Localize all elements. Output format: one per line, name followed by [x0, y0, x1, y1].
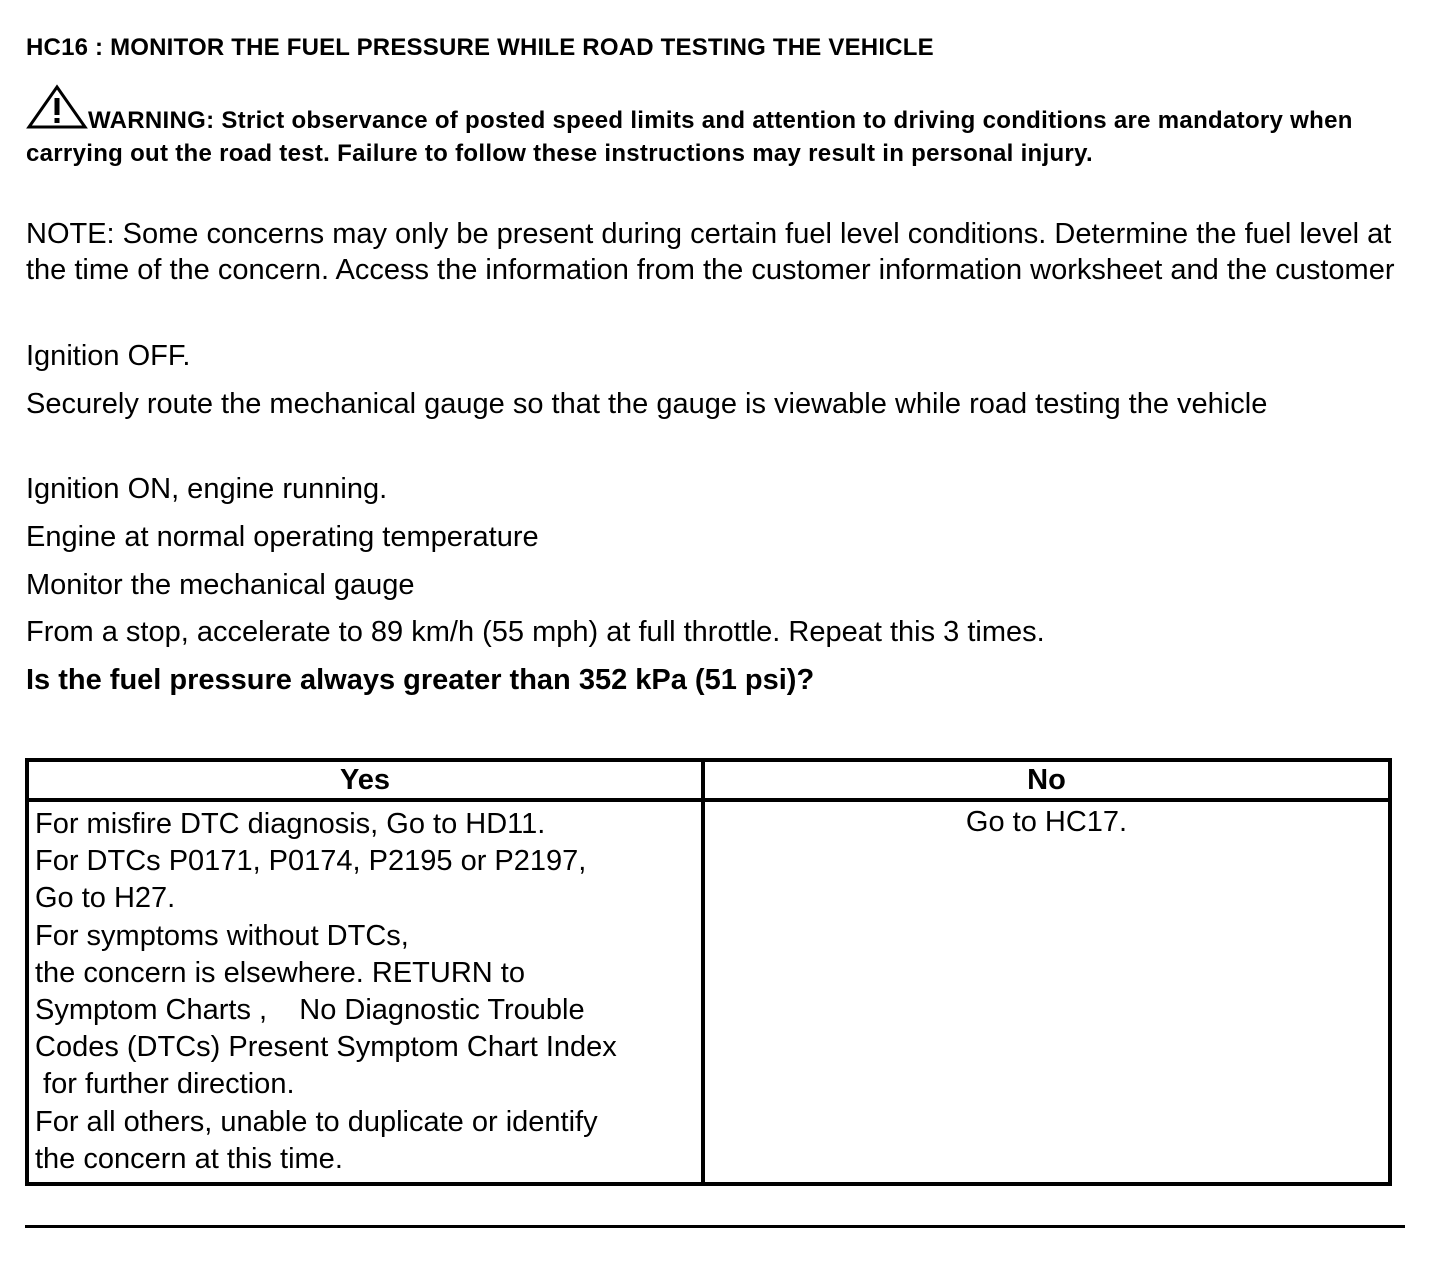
- no-cell: Go to HC17.: [703, 800, 1390, 1184]
- note-text: NOTE: Some concerns may only be present during certain fuel level conditions. Determine the fuel level at the time of the concern. Access the information from the customer information worksheet and the customer: [26, 218, 1395, 286]
- result-table: [25, 758, 1392, 1186]
- warning-triangle-icon: [26, 84, 88, 130]
- no-header: No: [703, 760, 1390, 800]
- yes-line: Symptom Charts , No Diagnostic Trouble: [35, 994, 585, 1027]
- yes-line: Go to H27.: [35, 882, 176, 915]
- yes-line: Codes (DTCs) Present Symptom Chart Index: [35, 1031, 617, 1064]
- page-title: HC16 : MONITOR THE FUEL PRESSURE WHILE ROAD TESTING THE VEHICLE: [26, 34, 934, 61]
- step-accelerate: From a stop, accelerate to 89 km/h (55 mph) at full throttle. Repeat this 3 times.: [26, 616, 1045, 648]
- warning-text: WARNING: Strict observance of posted speed limits and attention to driving conditions are mandatory when carrying out the road test. Failure to follow these instructions may result in personal injury.: [26, 107, 1353, 167]
- yes-line: the concern is elsewhere. RETURN to: [35, 956, 525, 989]
- step-route-gauge: Securely route the mechanical gauge so that the gauge is viewable while road testing the vehicle: [26, 388, 1268, 420]
- yes-line: the concern at this time.: [35, 1142, 343, 1175]
- yes-line: For misfire DTC diagnosis, Go to HD11.: [35, 808, 546, 840]
- step-monitor-gauge: Monitor the mechanical gauge: [26, 569, 415, 601]
- step-operating-temperature: Engine at normal operating temperature: [26, 521, 539, 553]
- yes-line: For all others, unable to duplicate or identify: [35, 1105, 598, 1138]
- yes-header: Yes: [27, 760, 703, 800]
- yes-line: For symptoms without DTCs,: [35, 919, 409, 952]
- step-ignition-off: Ignition OFF.: [26, 340, 191, 372]
- test-question: Is the fuel pressure always greater than 352 kPa (51 psi)?: [26, 664, 815, 696]
- bottom-divider: [25, 1225, 1405, 1228]
- yes-line: for further direction.: [35, 1068, 295, 1101]
- yes-line: For DTCs P0171, P0174, P2195 or P2197,: [35, 845, 587, 878]
- warning-block: [26, 84, 1386, 170]
- yes-cell: [27, 800, 703, 1184]
- table-row: [27, 800, 1390, 1184]
- table-header-row: [27, 760, 1390, 800]
- step-ignition-on: Ignition ON, engine running.: [26, 473, 388, 505]
